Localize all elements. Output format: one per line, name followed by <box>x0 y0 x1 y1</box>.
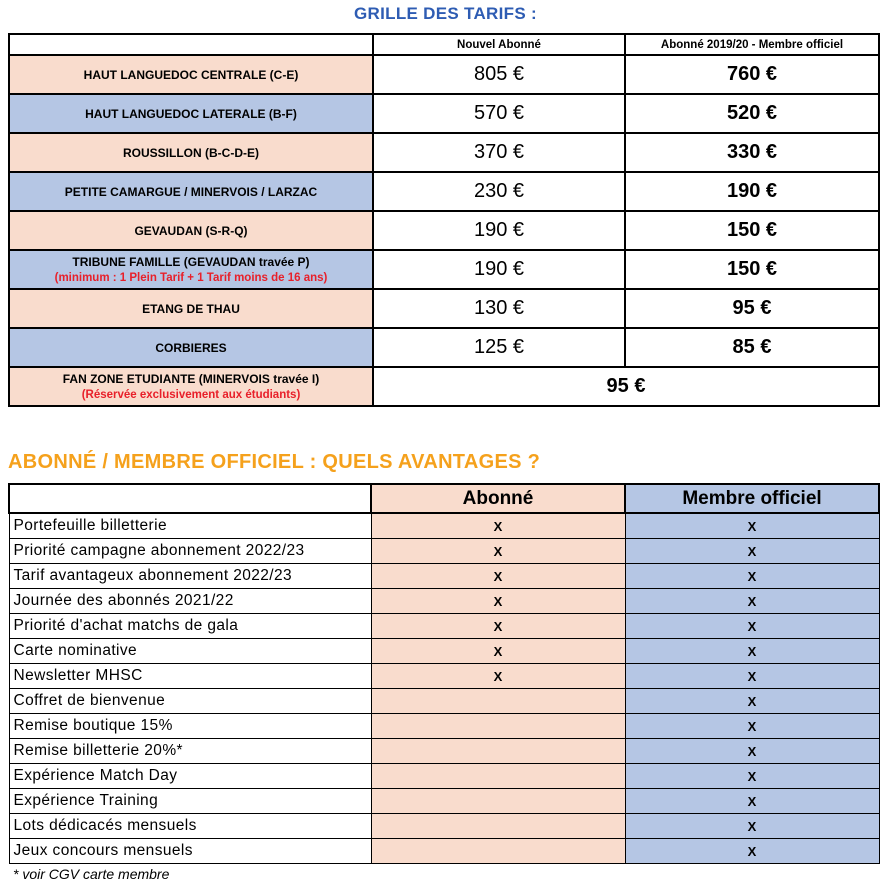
membre-mark: X <box>625 589 879 614</box>
new-price: 190 € <box>373 250 625 289</box>
tarif-row <box>9 55 879 94</box>
feature-label: Jeux concours mensuels <box>9 839 371 864</box>
zone-label <box>9 250 373 289</box>
table-row <box>9 513 879 539</box>
abonne-mark <box>371 764 625 789</box>
table-row <box>9 564 879 589</box>
header-empty-cell <box>9 484 371 513</box>
header-empty-cell <box>9 34 373 55</box>
zone-note: (minimum : 1 Plein Tarif + 1 Tarif moins de 16 ans) <box>54 271 328 284</box>
feature-label: Portefeuille billetterie <box>9 513 371 539</box>
member-price: 760 € <box>625 55 879 94</box>
fan-zone-name: FAN ZONE ETUDIANTE (MINERVOIS travée I) <box>62 371 320 386</box>
feature-label: Remise billetterie 20%* <box>9 739 371 764</box>
zone-label: CORBIERES <box>9 328 373 367</box>
abonne-mark <box>371 689 625 714</box>
header-abonne: Abonné <box>371 484 625 513</box>
membre-mark: X <box>625 513 879 539</box>
feature-label: Journée des abonnés 2021/22 <box>9 589 371 614</box>
new-price: 130 € <box>373 289 625 328</box>
feature-label: Priorité d'achat matchs de gala <box>9 614 371 639</box>
table-row <box>9 789 879 814</box>
table-row <box>9 714 879 739</box>
feature-label: Tarif avantageux abonnement 2022/23 <box>9 564 371 589</box>
member-price: 190 € <box>625 172 879 211</box>
new-price: 125 € <box>373 328 625 367</box>
zone-label: HAUT LANGUEDOC LATERALE (B-F) <box>9 94 373 133</box>
tarifs-header-row <box>9 34 879 55</box>
membre-mark: X <box>625 689 879 714</box>
membre-mark: X <box>625 814 879 839</box>
abonne-mark <box>371 839 625 864</box>
fan-zone-row <box>9 367 879 406</box>
new-price: 190 € <box>373 211 625 250</box>
abonne-mark: X <box>371 539 625 564</box>
zone-label: GEVAUDAN (S-R-Q) <box>9 211 373 250</box>
membre-mark: X <box>625 539 879 564</box>
avantages-title: ABONNÉ / MEMBRE OFFICIEL : QUELS AVANTAGES ? <box>8 451 541 473</box>
abonne-mark: X <box>371 614 625 639</box>
zone-label: PETITE CAMARGUE / MINERVOIS / LARZAC <box>9 172 373 211</box>
tarif-row <box>9 289 879 328</box>
member-price: 330 € <box>625 133 879 172</box>
new-price: 230 € <box>373 172 625 211</box>
table-row <box>9 664 879 689</box>
membre-mark: X <box>625 614 879 639</box>
new-price: 370 € <box>373 133 625 172</box>
zone-label: ROUSSILLON (B-C-D-E) <box>9 133 373 172</box>
tarif-row <box>9 211 879 250</box>
feature-label: Lots dédicacés mensuels <box>9 814 371 839</box>
abonne-mark <box>371 789 625 814</box>
tarif-row <box>9 133 879 172</box>
feature-label: Remise boutique 15% <box>9 714 371 739</box>
membre-mark: X <box>625 714 879 739</box>
table-row <box>9 639 879 664</box>
membre-mark: X <box>625 764 879 789</box>
tarifs-table <box>8 33 880 407</box>
abonne-mark: X <box>371 664 625 689</box>
member-price: 520 € <box>625 94 879 133</box>
member-price: 85 € <box>625 328 879 367</box>
header-membre: Membre officiel <box>625 484 879 513</box>
footnote: * voir CGV carte membre <box>13 866 170 882</box>
membre-mark: X <box>625 639 879 664</box>
feature-label: Newsletter MHSC <box>9 664 371 689</box>
abonne-mark <box>371 814 625 839</box>
membre-mark: X <box>625 664 879 689</box>
fan-zone-label <box>9 367 373 406</box>
zone-name: TRIBUNE FAMILLE (GEVAUDAN travée P) <box>72 254 310 269</box>
abonne-mark: X <box>371 639 625 664</box>
member-price: 95 € <box>625 289 879 328</box>
member-price: 150 € <box>625 211 879 250</box>
membre-mark: X <box>625 839 879 864</box>
new-price: 805 € <box>373 55 625 94</box>
membre-mark: X <box>625 564 879 589</box>
feature-label: Carte nominative <box>9 639 371 664</box>
header-member: Abonné 2019/20 - Membre officiel <box>625 34 879 55</box>
new-price: 570 € <box>373 94 625 133</box>
table-row <box>9 814 879 839</box>
tarif-row <box>9 172 879 211</box>
feature-label: Coffret de bienvenue <box>9 689 371 714</box>
tarif-row <box>9 94 879 133</box>
table-row <box>9 589 879 614</box>
table-row <box>9 689 879 714</box>
table-row <box>9 539 879 564</box>
avantages-table <box>8 483 880 864</box>
avantages-header-row <box>9 484 879 513</box>
table-row <box>9 764 879 789</box>
fan-zone-note: (Réservée exclusivement aux étudiants) <box>81 388 301 401</box>
feature-label: Expérience Training <box>9 789 371 814</box>
abonne-mark: X <box>371 564 625 589</box>
header-new-subscriber: Nouvel Abonné <box>373 34 625 55</box>
tarif-row <box>9 328 879 367</box>
feature-label: Expérience Match Day <box>9 764 371 789</box>
tarifs-title: GRILLE DES TARIFS : <box>354 4 537 23</box>
member-price: 150 € <box>625 250 879 289</box>
table-row <box>9 614 879 639</box>
abonne-mark <box>371 739 625 764</box>
feature-label: Priorité campagne abonnement 2022/23 <box>9 539 371 564</box>
membre-mark: X <box>625 739 879 764</box>
abonne-mark: X <box>371 589 625 614</box>
fan-zone-price: 95 € <box>373 367 879 406</box>
table-row <box>9 739 879 764</box>
membre-mark: X <box>625 789 879 814</box>
table-row <box>9 839 879 864</box>
abonne-mark <box>371 714 625 739</box>
abonne-mark: X <box>371 513 625 539</box>
zone-label: HAUT LANGUEDOC CENTRALE (C-E) <box>9 55 373 94</box>
zone-label: ETANG DE THAU <box>9 289 373 328</box>
tarif-row <box>9 250 879 289</box>
